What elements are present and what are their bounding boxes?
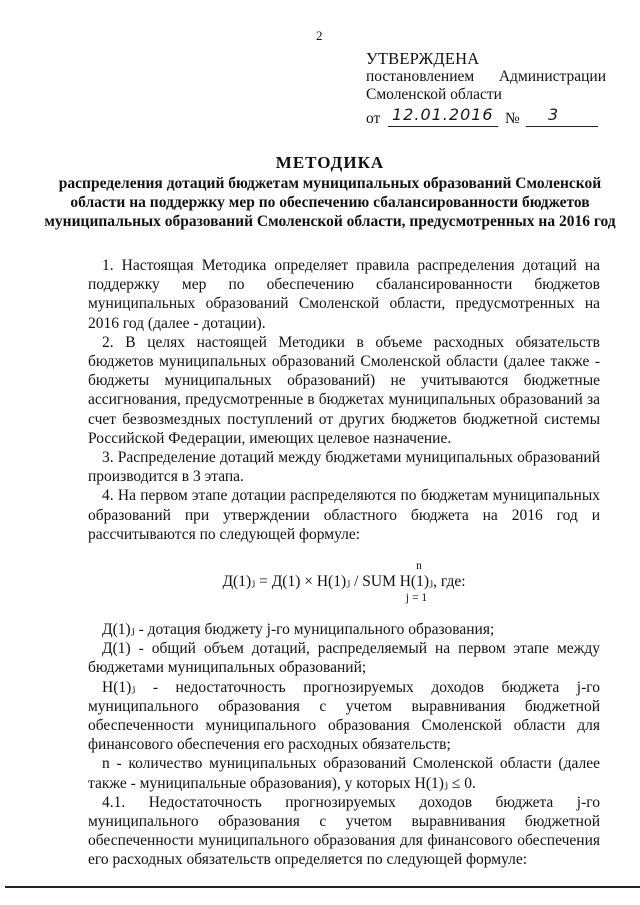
formula-upper-limit: n — [416, 560, 422, 573]
definition-item: n - количество муниципальных образований Смоленской области (далее также - муниципальные образования), у которых Н(1)ⱼ ≤ 0. — [88, 755, 600, 792]
date-underline — [388, 126, 498, 127]
definition-item: Н(1)ⱼ - недостаточность прогнозируемых доходов бюджета j-го муниципального образования с учетом выравнивания бюджетной обеспеченности муниципального образования Смоленской области для финансового обеспечения его расходных обязательств; — [88, 678, 600, 754]
number-prefix: № — [505, 110, 520, 127]
approval-title: УТВЕРЖДЕНА — [366, 49, 480, 68]
bottom-border-line — [5, 886, 640, 888]
paragraph-2: 2. В целях настоящей Методики в объеме расходных обязательств бюджетов муниципальных образований Смоленской области (далее также - бюджеты муниципальных образований) не учитываются бюджетные ассигнования, предусмотренные в бюджетах муниципальных образований за счет безвозмездных поступлений от других бюджетов бюджетной системы Российской Федерации, имеющих целевое назначение. — [88, 333, 600, 447]
definitions-list — [88, 620, 600, 793]
approval-line1 — [366, 68, 606, 86]
approval-stamp — [366, 50, 606, 128]
page-number: 2 — [316, 28, 323, 43]
paragraph-4-1: 4.1. Недостаточность прогнозируемых доходов бюджета j-го муниципального образования с учетом выравнивания бюджетной обеспеченности муниципального образования для финансового обеспечения его расходных обязательств определяется по следующей формуле: — [88, 793, 600, 869]
document-title: МЕТОДИКА — [275, 153, 385, 172]
approval-date-line — [366, 106, 606, 128]
document-body — [88, 256, 600, 870]
paragraph-3: 3. Распределение дотаций между бюджетами муниципальных образований производится в 3 этапа. — [88, 449, 600, 486]
approval-line1-left: постановлением — [366, 68, 475, 85]
definition-item: Д(1)ⱼ - дотация бюджету j-го муниципального образования; — [102, 621, 495, 639]
date-handwritten: 12.01.2016 — [392, 105, 494, 124]
formula-lower-limit: j = 1 — [405, 592, 428, 605]
number-underline — [526, 126, 598, 127]
number-handwritten: 3 — [548, 105, 560, 124]
formula — [88, 560, 600, 604]
date-prefix: от — [366, 110, 381, 127]
paragraph-4: 4. На первом этапе дотации распределяются по бюджетам муниципальных образований при утверждении областного бюджета на 2016 год и рассчитываются по следующей формуле: — [88, 487, 600, 543]
document-title-block — [40, 152, 620, 231]
approval-line2: Смоленской области — [366, 86, 502, 103]
formula-main: Д(1)ⱼ = Д(1) × Н(1)ⱼ / SUM Н(1)ⱼ, где: — [222, 573, 466, 591]
approval-line1-right: Администрации — [498, 68, 606, 85]
paragraph-1: 1. Настоящая Методика определяет правила распределения дотаций на поддержку мер по обеспечению сбалансированности бюджетов муниципальных образований Смоленской области, предусмотренных на 2016 год (далее - дотации). — [88, 257, 600, 332]
definition-item: Д(1) - общий объем дотаций, распределяемый на первом этапе между бюджетами муниципальных образований; — [88, 640, 600, 677]
document-subtitle: распределения дотаций бюджетам муниципальных образований Смоленской области на поддержку мер по обеспечению сбалансированности бюджетов муниципальных образований Смоленской области, предусмотренных на 2016 год — [44, 175, 616, 230]
